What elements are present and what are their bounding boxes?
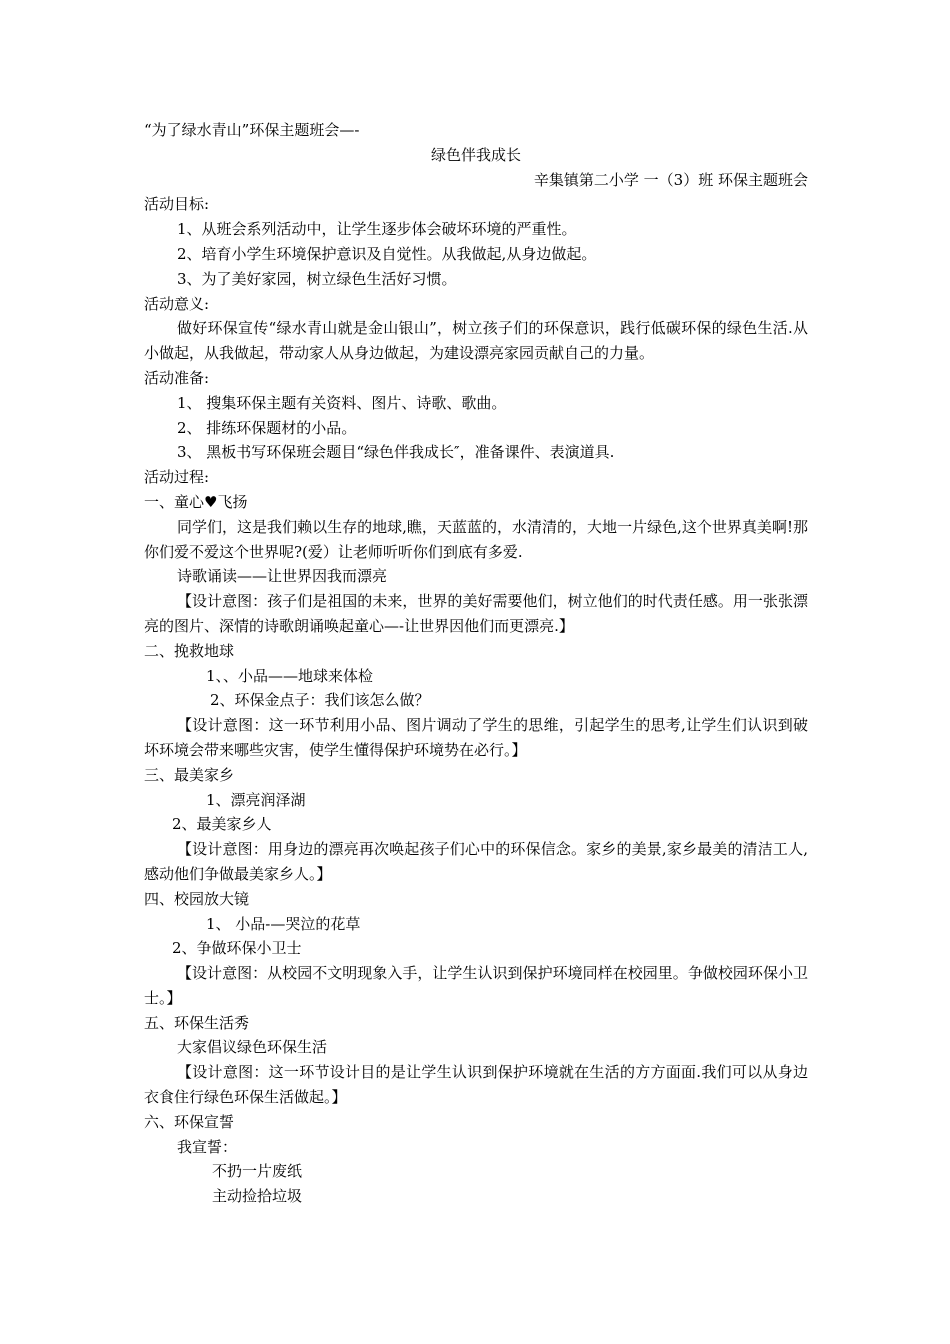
meaning-heading: 活动意义: <box>144 294 210 313</box>
goals-heading: 活动目标: <box>144 195 210 214</box>
section-6-item: 我宣誓： <box>177 1137 238 1156</box>
section-2-item: 1、、小品——地球来体检 <box>206 666 374 685</box>
section-5-item: 大家倡议绿色环保生活 <box>177 1038 328 1057</box>
vow-line: 主动捡拾垃圾 <box>212 1187 303 1206</box>
section-4-item: 1、 小品-—哭泣的花草 <box>206 914 361 933</box>
section-4-title: 四、校园放大镜 <box>144 889 250 908</box>
prep-item: 3、 黑板书写环保班会题目“绿色伴我成长″，准备课件、表演道具. <box>177 443 615 462</box>
title-line-1: “为了绿水青山”环保主题班会—- <box>144 121 360 139</box>
section-1-title: 一、童心♥飞扬 <box>144 492 248 511</box>
section-1-paragraph: 同学们，这是我们赖以生存的地球,瞧，天蓝蓝的，水清清的，大地一片绿色,这个世界真美啊!那你们爱不爱这个世界呢?(爱）让老师听听你们到底有多爱. <box>144 517 808 561</box>
section-2-title: 二、挽救地球 <box>144 641 235 660</box>
section-1-sub: 诗歌诵读——让世界因我而漂亮 <box>177 567 388 586</box>
prep-item: 2、 排练环保题材的小品。 <box>177 418 357 437</box>
section-3-item: 1、漂亮润泽湖 <box>206 790 306 809</box>
goal-item: 2、培育小学生环境保护意识及自觉性。从我做起,从身边做起。 <box>177 244 597 263</box>
goal-item: 3、为了美好家园，树立绿色生活好习惯。 <box>177 269 457 288</box>
title-line-2: 绿色伴我成长 <box>430 145 521 164</box>
section-2-item: 2、环保金点子：我们该怎么做？ <box>210 691 430 710</box>
prep-heading: 活动准备: <box>144 368 210 387</box>
section-2-intent: 【设计意图：这一环节利用小品、图片调动了学生的思维，引起学生的思考,让学生们认识到破坏环境会带来哪些灾害，使学生懂得保护环境势在必行。】 <box>144 716 808 759</box>
section-3-title: 三、最美家乡 <box>144 765 235 784</box>
subtitle: 辛集镇第二小学 一（3）班 环保主题班会 <box>533 170 808 189</box>
section-6-title: 六、环保宣誓 <box>144 1112 235 1131</box>
section-3-item: 2、最美家乡人 <box>172 815 272 834</box>
meaning-paragraph: 做好环保宣传“绿水青山就是金山银山”，树立孩子们的环保意识，践行低碳环保的绿色生活.从小做起，从我做起，带动家人从身边做起，为建设漂亮家园贡献自己的力量。 <box>144 319 808 363</box>
section-1-intent: 【设计意图：孩子们是祖国的未来，世界的美好需要他们，树立他们的时代责任感。用一张张漂亮的图片、深情的诗歌朗诵唤起童心—-让世界因他们而更漂亮.】 <box>144 592 808 635</box>
section-5-title: 五、环保生活秀 <box>144 1013 250 1032</box>
section-4-item: 2、争做环保小卫士 <box>172 939 302 958</box>
vow-line: 不扔一片废纸 <box>212 1162 303 1181</box>
goal-item: 1、从班会系列活动中，让学生逐步体会破坏环境的严重性。 <box>177 220 577 239</box>
section-4-intent: 【设计意图：从校园不文明现象入手，让学生认识到保护环境同样在校园里。争做校园环保小卫士。】 <box>144 964 808 1007</box>
prep-item: 1、 搜集环保主题有关资料、图片、诗歌、歌曲。 <box>177 393 507 412</box>
section-5-intent: 【设计意图：这一环节设计目的是让学生认识到保护环境就在生活的方方面面.我们可以从身边衣食住行绿色环保生活做起。】 <box>144 1063 808 1107</box>
document-page <box>144 118 808 1209</box>
process-heading: 活动过程: <box>144 468 210 487</box>
section-3-intent: 【设计意图：用身边的漂亮再次唤起孩子们心中的环保信念。家乡的美景,家乡最美的清洁工人,感动他们争做最美家乡人。】 <box>144 840 808 883</box>
